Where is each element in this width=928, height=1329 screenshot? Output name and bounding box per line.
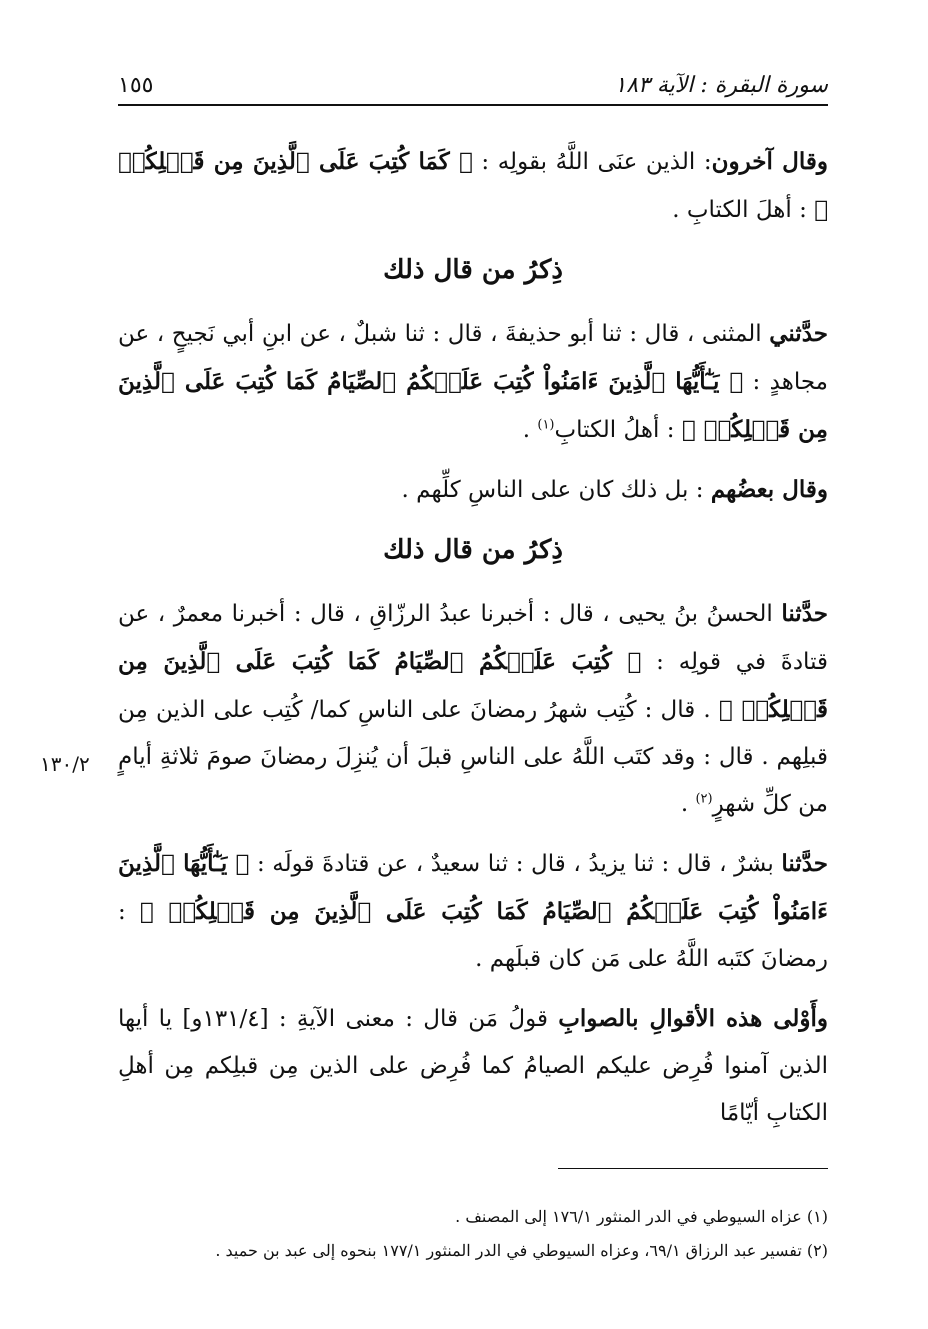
paragraph-lead: حدَّثنا bbox=[781, 850, 828, 877]
section-heading: ذِكرُ من قال ذلك bbox=[383, 535, 563, 565]
footnote-ref[interactable]: (١) bbox=[537, 417, 555, 433]
main-text bbox=[118, 138, 828, 1149]
paragraph-text: . bbox=[522, 417, 538, 443]
footnote-rule bbox=[558, 1168, 828, 1169]
paragraph-lead: حدَّثني bbox=[769, 320, 828, 347]
footnote-1: (١) عزاه السيوطي في الدر المنثور ١٧٦/١ إلى المصنف . bbox=[455, 1207, 828, 1226]
margin-note: ١٣٠/٢ bbox=[40, 752, 90, 776]
paragraph-text: : رمضانَ كتَبه اللَّهُ على مَن كان قبلَهم . bbox=[118, 899, 828, 972]
paragraph-text: : بل ذلك كان على الناسِ كلِّهم . bbox=[401, 477, 711, 503]
running-title: سورة البقرة : الآية ١٨٣ bbox=[614, 73, 828, 98]
paragraph-lead: وقال آخرون bbox=[711, 148, 828, 175]
paragraph-text: بشرٌ ، قال : ثنا يزيدُ ، قال : ثنا سعيدٌ ، عن قتادةَ قولَه : bbox=[249, 851, 782, 877]
paragraph-lead: وأَوْلى هذه الأقوالِ بالصوابِ bbox=[558, 1005, 829, 1032]
quran-quote: ﴿ كَمَا كُتِبَ عَلَى ٱلَّذِينَ مِن قَبۡلِكُمۡ ﴾ bbox=[118, 148, 828, 223]
paragraph-5 bbox=[118, 840, 828, 983]
paragraph-1 bbox=[118, 138, 828, 234]
quran-quote: ﴿ يَـٰٓأَيُّهَا ٱلَّذِينَ ءَامَنُواْ كُتِبَ عَلَيۡكُمُ ٱلصِّيَامُ كَمَا كُتِبَ عَلَى ٱلَّذِينَ مِن قَبۡلِكُمۡ ﴾ bbox=[118, 368, 828, 443]
footnotes bbox=[118, 1200, 828, 1268]
paragraph-text: المثنى ، قال : ثنا أبو حذيفةَ ، قال : ثنا شبلٌ ، عن ابنِ أبي نَجيحٍ ، عن مجاهدٍ : bbox=[118, 321, 828, 395]
footnote-2: (٢) تفسير عبد الرزاق ٦٩/١، وعزاه السيوطي في الدر المنثور ١٧٧/١ بنحوه إلى عبد بن حميد . bbox=[215, 1241, 828, 1260]
paragraph-text: . bbox=[680, 791, 696, 817]
paragraph-text: : الذين عنَى اللَّهُ بقولِه : bbox=[472, 149, 712, 175]
section-heading: ذِكرُ من قال ذلك bbox=[383, 255, 563, 285]
quran-quote: ﴿ يَـٰٓأَيُّهَا ٱلَّذِينَ ءَامَنُواْ كُتِبَ عَلَيۡكُمُ ٱلصِّيَامُ كَمَا كُتِبَ عَلَى ٱلَّذِينَ مِن قَبۡلِكُمۡ ﴾ bbox=[118, 850, 828, 925]
paragraph-text: الحسنُ بنُ يحيى ، قال : أخبرنا عبدُ الرزّاقِ ، قال : أخبرنا معمرٌ ، عن قتادةَ في قولِه : bbox=[118, 601, 829, 675]
header-rule bbox=[118, 104, 828, 106]
paragraph-4 bbox=[118, 590, 828, 828]
page-number: ١٥٥ bbox=[118, 73, 154, 98]
paragraph-text: . قال : كُتِب شهرُ رمضانَ على الناسِ كما/ كُتِب على الذين مِن قبلِهم . قال : وقد كتَب اللَّهُ على الناسِ قبلَ أن يُنزِلَ رمضانَ صومَ ثلاثةِ أيامٍ من كلِّ شهرٍ bbox=[118, 697, 828, 817]
paragraph-text: : أهلَ الكتابِ . bbox=[672, 197, 815, 223]
paragraph-lead: حدَّثنا bbox=[781, 600, 828, 627]
paragraph-2 bbox=[118, 310, 828, 454]
paragraph-3 bbox=[118, 466, 828, 514]
paragraph-lead: وقال بعضُهم bbox=[710, 476, 828, 503]
paragraph-text: قولُ مَن قال : معنى الآيةِ : [١٣١/٤و] يا أيها الذين آمنوا فُرِض عليكم الصيامُ كما فُرِض على الذين مِن قبلِكم مِن أهلِ الكتابِ أيّامًا bbox=[118, 1006, 828, 1126]
footnote-ref[interactable]: (٢) bbox=[695, 791, 713, 807]
page-header bbox=[118, 58, 828, 98]
quran-quote: ﴿ كُتِبَ عَلَيۡكُمُ ٱلصِّيَامُ كَمَا كُتِبَ عَلَى ٱلَّذِينَ مِن قَبۡلِكُمۡ ﴾ bbox=[118, 648, 828, 723]
paragraph-text: : أهلُ الكتابِ bbox=[554, 417, 682, 443]
paragraph-6 bbox=[118, 995, 828, 1137]
